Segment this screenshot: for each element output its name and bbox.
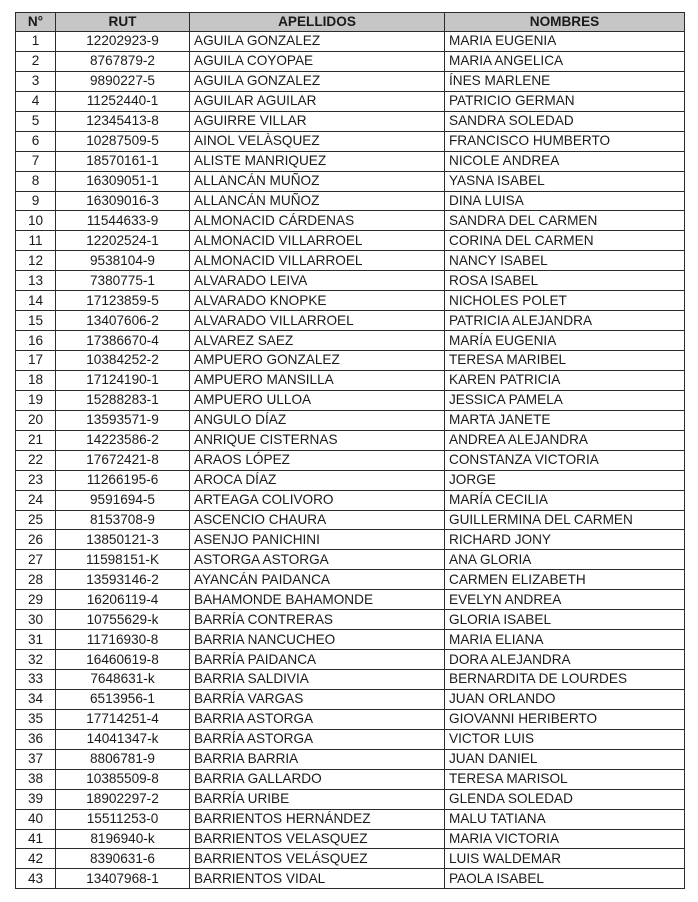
apellidos-cell: BARRIA GALLARDO <box>190 769 445 789</box>
rut-cell: 16309051-1 <box>56 171 190 191</box>
nombres-cell: TERESA MARIBEL <box>445 351 685 371</box>
apellidos-cell: ALMONACID CÁRDENAS <box>190 211 445 231</box>
row-number: 11 <box>16 231 56 251</box>
nombres-cell: MARÍA CECILIA <box>445 490 685 510</box>
table-row <box>16 570 685 590</box>
table-row <box>16 869 685 889</box>
row-number: 20 <box>16 410 56 430</box>
table-row <box>16 490 685 510</box>
row-number: 21 <box>16 430 56 450</box>
apellidos-cell: ARTEAGA COLIVORO <box>190 490 445 510</box>
rut-cell: 9591694-5 <box>56 490 190 510</box>
row-number: 4 <box>16 91 56 111</box>
table-row <box>16 550 685 570</box>
row-number: 25 <box>16 510 56 530</box>
rut-cell: 16309016-3 <box>56 191 190 211</box>
row-number: 38 <box>16 769 56 789</box>
row-number: 31 <box>16 630 56 650</box>
table-row <box>16 849 685 869</box>
nombres-cell: CARMEN ELIZABETH <box>445 570 685 590</box>
header-row <box>16 13 685 32</box>
nombres-cell: PATRICIO GERMAN <box>445 91 685 111</box>
nombres-cell: FRANCISCO HUMBERTO <box>445 131 685 151</box>
apellidos-cell: ALVARADO VILLARROEL <box>190 311 445 331</box>
rut-cell: 6513956-1 <box>56 689 190 709</box>
nombres-cell: SANDRA SOLEDAD <box>445 111 685 131</box>
table-row <box>16 390 685 410</box>
row-number: 9 <box>16 191 56 211</box>
row-number: 2 <box>16 51 56 71</box>
apellidos-cell: AMPUERO MANSILLA <box>190 370 445 390</box>
nombres-cell: ANA GLORIA <box>445 550 685 570</box>
apellidos-cell: BARRÍA VARGAS <box>190 689 445 709</box>
row-number: 23 <box>16 470 56 490</box>
rut-cell: 12345413-8 <box>56 111 190 131</box>
rut-cell: 13593571-9 <box>56 410 190 430</box>
row-number: 6 <box>16 131 56 151</box>
row-number: 36 <box>16 729 56 749</box>
row-number: 42 <box>16 849 56 869</box>
table-row <box>16 91 685 111</box>
row-number: 30 <box>16 610 56 630</box>
row-number: 17 <box>16 351 56 371</box>
rut-cell: 17386670-4 <box>56 331 190 351</box>
rut-cell: 11266195-6 <box>56 470 190 490</box>
row-number: 27 <box>16 550 56 570</box>
nombres-cell: VICTOR LUIS <box>445 729 685 749</box>
apellidos-cell: AMPUERO GONZALEZ <box>190 351 445 371</box>
table-row <box>16 630 685 650</box>
table-row <box>16 789 685 809</box>
apellidos-cell: AYANCÁN PAIDANCA <box>190 570 445 590</box>
table-row <box>16 709 685 729</box>
rut-cell: 12202524-1 <box>56 231 190 251</box>
rut-cell: 10385509-8 <box>56 769 190 789</box>
nombres-cell: ROSA ISABEL <box>445 271 685 291</box>
rut-cell: 8390631-6 <box>56 849 190 869</box>
row-number: 5 <box>16 111 56 131</box>
table-row <box>16 670 685 690</box>
nombres-cell: EVELYN ANDREA <box>445 590 685 610</box>
row-number: 10 <box>16 211 56 231</box>
row-number: 1 <box>16 32 56 52</box>
apellidos-cell: AMPUERO ULLOA <box>190 390 445 410</box>
apellidos-cell: ALLANCÁN MUÑOZ <box>190 191 445 211</box>
table-body <box>16 32 685 889</box>
nombres-cell: PAOLA ISABEL <box>445 869 685 889</box>
nombres-cell: GUILLERMINA DEL CARMEN <box>445 510 685 530</box>
nombres-cell: JESSICA PAMELA <box>445 390 685 410</box>
rut-cell: 10384252-2 <box>56 351 190 371</box>
apellidos-cell: ANRIQUE CISTERNAS <box>190 430 445 450</box>
nombres-cell: PATRICIA ALEJANDRA <box>445 311 685 331</box>
row-number: 3 <box>16 71 56 91</box>
table-row <box>16 51 685 71</box>
nombres-cell: KAREN PATRICIA <box>445 370 685 390</box>
apellidos-cell: ANGULO DÍAZ <box>190 410 445 430</box>
nombres-cell: LUIS WALDEMAR <box>445 849 685 869</box>
apellidos-cell: ASENJO PANICHINI <box>190 530 445 550</box>
table-row <box>16 430 685 450</box>
rut-cell: 17123859-5 <box>56 291 190 311</box>
row-number: 7 <box>16 151 56 171</box>
row-number: 13 <box>16 271 56 291</box>
table-row <box>16 211 685 231</box>
table-row <box>16 32 685 52</box>
row-number: 14 <box>16 291 56 311</box>
apellidos-cell: ALMONACID VILLARROEL <box>190 231 445 251</box>
apellidos-cell: BARRÍA ASTORGA <box>190 729 445 749</box>
apellidos-cell: AINOL VELÀSQUEZ <box>190 131 445 151</box>
table-row <box>16 769 685 789</box>
table-row <box>16 131 685 151</box>
row-number: 16 <box>16 331 56 351</box>
apellidos-cell: BARRIENTOS HERNÁNDEZ <box>190 809 445 829</box>
apellidos-cell: BARRIA BARRIA <box>190 749 445 769</box>
rut-cell: 9890227-5 <box>56 71 190 91</box>
table-row <box>16 450 685 470</box>
nombres-cell: DORA ALEJANDRA <box>445 650 685 670</box>
rut-cell: 10755629-k <box>56 610 190 630</box>
table-row <box>16 470 685 490</box>
rut-cell: 8767879-2 <box>56 51 190 71</box>
rut-cell: 15288283-1 <box>56 390 190 410</box>
rut-cell: 16206119-4 <box>56 590 190 610</box>
rut-cell: 17124190-1 <box>56 370 190 390</box>
rut-cell: 18902297-2 <box>56 789 190 809</box>
table-row <box>16 510 685 530</box>
registry-table <box>15 12 685 889</box>
table-row <box>16 151 685 171</box>
apellidos-cell: ARAOS LÓPEZ <box>190 450 445 470</box>
column-header-nombres: NOMBRES <box>445 13 685 32</box>
table-row <box>16 71 685 91</box>
apellidos-cell: BARRÍA URIBE <box>190 789 445 809</box>
rut-cell: 13593146-2 <box>56 570 190 590</box>
rut-cell: 17672421-8 <box>56 450 190 470</box>
nombres-cell: DINA LUISA <box>445 191 685 211</box>
rut-cell: 7380775-1 <box>56 271 190 291</box>
apellidos-cell: BAHAMONDE BAHAMONDE <box>190 590 445 610</box>
row-number: 43 <box>16 869 56 889</box>
row-number: 35 <box>16 709 56 729</box>
table-row <box>16 610 685 630</box>
nombres-cell: NICOLE ANDREA <box>445 151 685 171</box>
row-number: 32 <box>16 650 56 670</box>
nombres-cell: MARIA EUGENIA <box>445 32 685 52</box>
nombres-cell: SANDRA DEL CARMEN <box>445 211 685 231</box>
apellidos-cell: ALMONACID VILLARROEL <box>190 251 445 271</box>
apellidos-cell: ALVAREZ SAEZ <box>190 331 445 351</box>
apellidos-cell: BARRIENTOS VELÁSQUEZ <box>190 849 445 869</box>
table-row <box>16 311 685 331</box>
row-number: 29 <box>16 590 56 610</box>
nombres-cell: TERESA MARISOL <box>445 769 685 789</box>
rut-cell: 11716930-8 <box>56 630 190 650</box>
rut-cell: 17714251-4 <box>56 709 190 729</box>
rut-cell: 10287509-5 <box>56 131 190 151</box>
table-header <box>16 13 685 32</box>
apellidos-cell: AGUILAR AGUILAR <box>190 91 445 111</box>
table-row <box>16 689 685 709</box>
row-number: 33 <box>16 670 56 690</box>
table-row <box>16 530 685 550</box>
nombres-cell: GLORIA ISABEL <box>445 610 685 630</box>
nombres-cell: MALU TATIANA <box>445 809 685 829</box>
table-row <box>16 271 685 291</box>
apellidos-cell: ALVARADO LEIVA <box>190 271 445 291</box>
rut-cell: 18570161-1 <box>56 151 190 171</box>
apellidos-cell: ASCENCIO CHAURA <box>190 510 445 530</box>
apellidos-cell: BARRIENTOS VELASQUEZ <box>190 829 445 849</box>
apellidos-cell: AROCA DÍAZ <box>190 470 445 490</box>
nombres-cell: GIOVANNI HERIBERTO <box>445 709 685 729</box>
table-row <box>16 111 685 131</box>
table-row <box>16 829 685 849</box>
apellidos-cell: BARRIA NANCUCHEO <box>190 630 445 650</box>
nombres-cell: CORINA DEL CARMEN <box>445 231 685 251</box>
row-number: 15 <box>16 311 56 331</box>
nombres-cell: JUAN DANIEL <box>445 749 685 769</box>
nombres-cell: YASNA ISABEL <box>445 171 685 191</box>
nombres-cell: ANDREA ALEJANDRA <box>445 430 685 450</box>
nombres-cell: GLENDA SOLEDAD <box>445 789 685 809</box>
nombres-cell: ÍNES MARLENE <box>445 71 685 91</box>
registry-sheet <box>15 12 684 889</box>
rut-cell: 13407968-1 <box>56 869 190 889</box>
row-number: 8 <box>16 171 56 191</box>
apellidos-cell: BARRIA SALDIVIA <box>190 670 445 690</box>
apellidos-cell: ALVARADO KNOPKE <box>190 291 445 311</box>
nombres-cell: MARIA ELIANA <box>445 630 685 650</box>
row-number: 39 <box>16 789 56 809</box>
rut-cell: 11598151-K <box>56 550 190 570</box>
table-row <box>16 590 685 610</box>
nombres-cell: CONSTANZA VICTORIA <box>445 450 685 470</box>
rut-cell: 14041347-k <box>56 729 190 749</box>
column-header-number: N° <box>16 13 56 32</box>
column-header-rut: RUT <box>56 13 190 32</box>
table-row <box>16 410 685 430</box>
table-row <box>16 650 685 670</box>
rut-cell: 11252440-1 <box>56 91 190 111</box>
table-row <box>16 331 685 351</box>
apellidos-cell: AGUILA GONZALEZ <box>190 32 445 52</box>
row-number: 26 <box>16 530 56 550</box>
nombres-cell: RICHARD JONY <box>445 530 685 550</box>
nombres-cell: JORGE <box>445 470 685 490</box>
table-row <box>16 370 685 390</box>
rut-cell: 8196940-k <box>56 829 190 849</box>
apellidos-cell: BARRÍA CONTRERAS <box>190 610 445 630</box>
row-number: 41 <box>16 829 56 849</box>
rut-cell: 8806781-9 <box>56 749 190 769</box>
apellidos-cell: AGUILA GONZALEZ <box>190 71 445 91</box>
table-row <box>16 809 685 829</box>
rut-cell: 7648631-k <box>56 670 190 690</box>
rut-cell: 14223586-2 <box>56 430 190 450</box>
row-number: 37 <box>16 749 56 769</box>
row-number: 22 <box>16 450 56 470</box>
table-row <box>16 191 685 211</box>
nombres-cell: JUAN ORLANDO <box>445 689 685 709</box>
row-number: 12 <box>16 251 56 271</box>
nombres-cell: BERNARDITA DE LOURDES <box>445 670 685 690</box>
nombres-cell: NICHOLES POLET <box>445 291 685 311</box>
row-number: 40 <box>16 809 56 829</box>
row-number: 18 <box>16 370 56 390</box>
nombres-cell: NANCY ISABEL <box>445 251 685 271</box>
table-row <box>16 351 685 371</box>
column-header-apellidos: APELLIDOS <box>190 13 445 32</box>
table-row <box>16 749 685 769</box>
row-number: 19 <box>16 390 56 410</box>
rut-cell: 13850121-3 <box>56 530 190 550</box>
nombres-cell: MARTA JANETE <box>445 410 685 430</box>
apellidos-cell: ALISTE MANRIQUEZ <box>190 151 445 171</box>
rut-cell: 15511253-0 <box>56 809 190 829</box>
rut-cell: 11544633-9 <box>56 211 190 231</box>
rut-cell: 12202923-9 <box>56 32 190 52</box>
nombres-cell: MARIA ANGELICA <box>445 51 685 71</box>
apellidos-cell: BARRIA ASTORGA <box>190 709 445 729</box>
nombres-cell: MARIA VICTORIA <box>445 829 685 849</box>
apellidos-cell: BARRIENTOS VIDAL <box>190 869 445 889</box>
rut-cell: 16460619-8 <box>56 650 190 670</box>
rut-cell: 9538104-9 <box>56 251 190 271</box>
table-row <box>16 251 685 271</box>
apellidos-cell: AGUIRRE VILLAR <box>190 111 445 131</box>
apellidos-cell: AGUILA COYOPAE <box>190 51 445 71</box>
row-number: 28 <box>16 570 56 590</box>
apellidos-cell: ALLANCÁN MUÑOZ <box>190 171 445 191</box>
rut-cell: 8153708-9 <box>56 510 190 530</box>
table-row <box>16 729 685 749</box>
table-row <box>16 171 685 191</box>
rut-cell: 13407606-2 <box>56 311 190 331</box>
table-row <box>16 231 685 251</box>
apellidos-cell: BARRÍA PAIDANCA <box>190 650 445 670</box>
row-number: 34 <box>16 689 56 709</box>
row-number: 24 <box>16 490 56 510</box>
nombres-cell: MARÍA EUGENIA <box>445 331 685 351</box>
table-row <box>16 291 685 311</box>
apellidos-cell: ASTORGA ASTORGA <box>190 550 445 570</box>
